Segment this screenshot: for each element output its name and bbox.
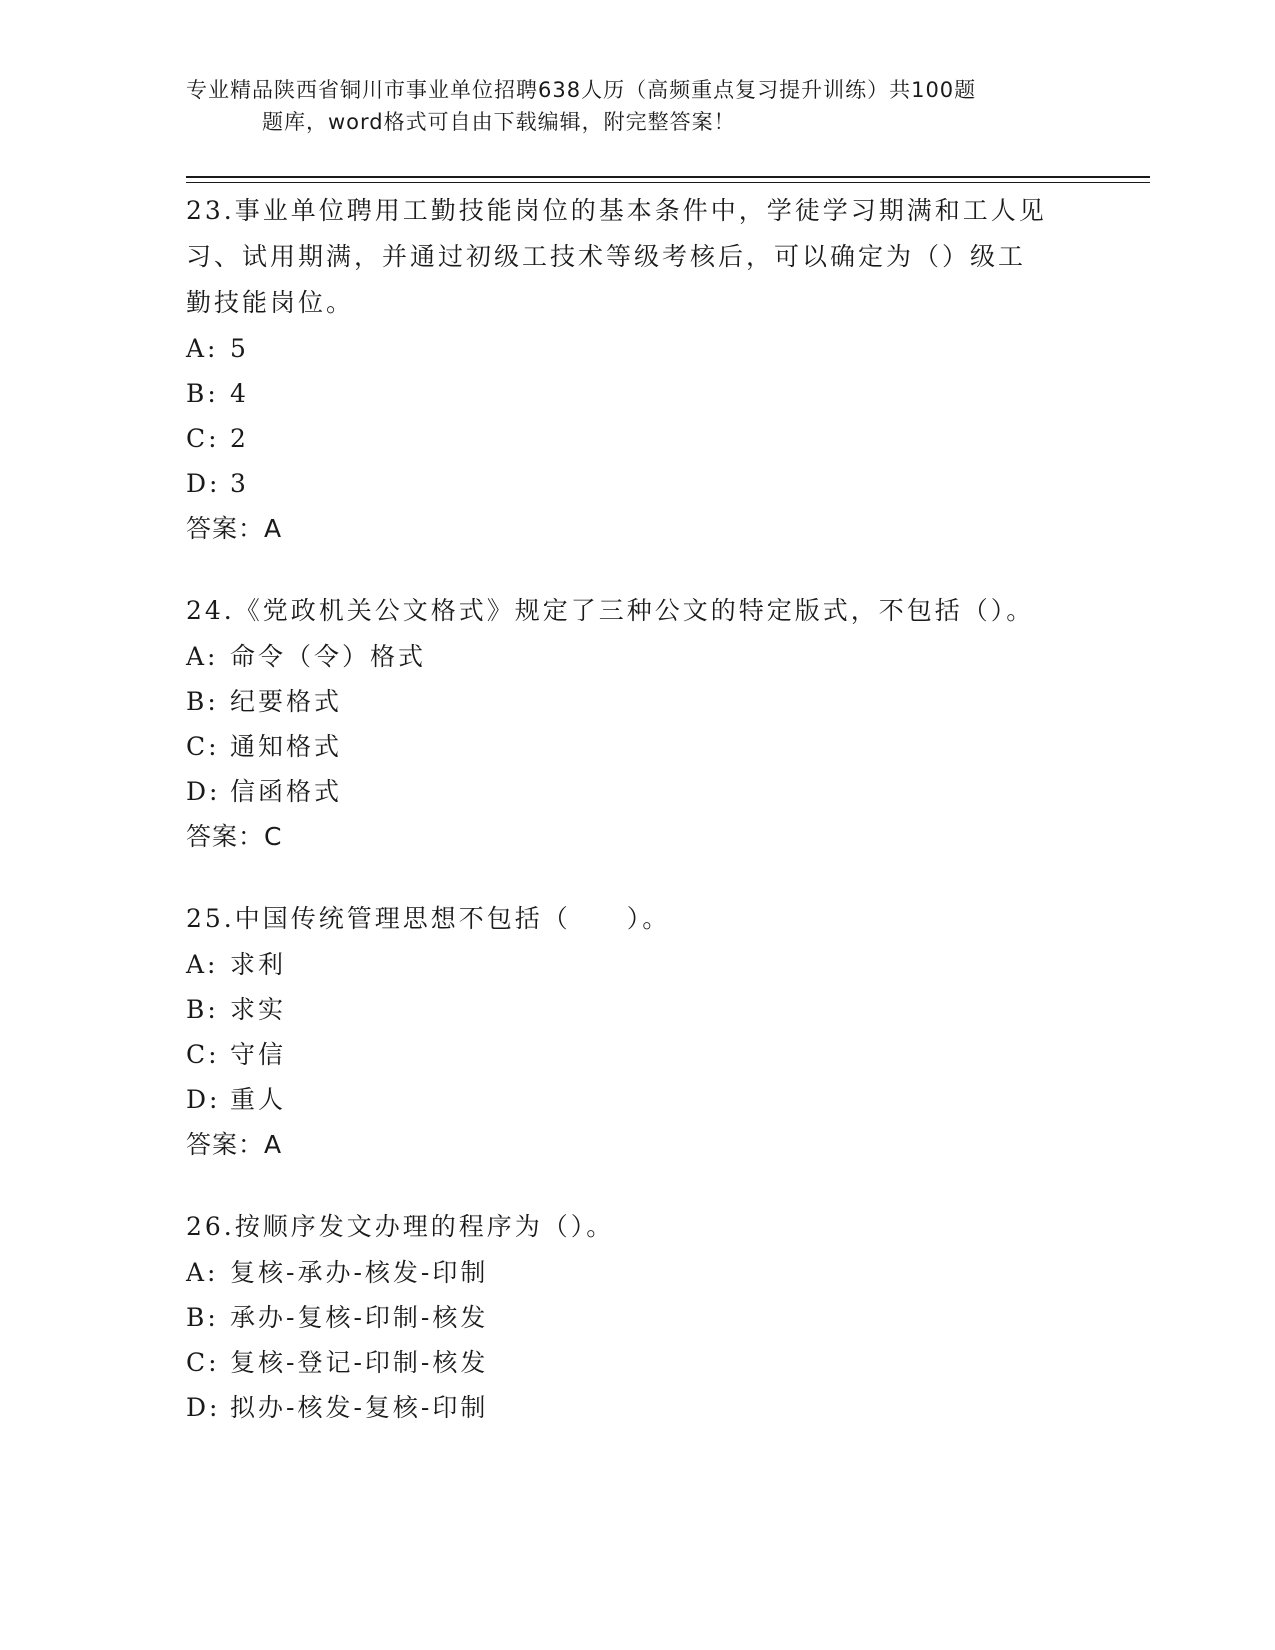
question-23 xyxy=(186,188,1076,552)
option-key: B: xyxy=(186,687,219,716)
question-stem xyxy=(186,896,1076,942)
question-stem xyxy=(186,188,1076,326)
question-25 xyxy=(186,896,1076,1168)
option-text: 求利 xyxy=(230,950,287,979)
question-26 xyxy=(186,1204,1076,1430)
option-key: A: xyxy=(186,642,219,671)
stem-line: 25.中国传统管理思想不包括（ ）。 xyxy=(186,904,671,933)
question-list xyxy=(186,188,1076,1466)
option-text: 通知格式 xyxy=(230,732,343,761)
stem-line: 勤技能岗位。 xyxy=(186,288,355,317)
option-key: C: xyxy=(186,1040,220,1069)
option-text: 纪要格式 xyxy=(230,687,343,716)
question-stem xyxy=(186,588,1076,634)
option-text: 4 xyxy=(230,379,249,408)
option-b xyxy=(186,371,1076,416)
question-24 xyxy=(186,588,1076,860)
option-key: B: xyxy=(186,1303,219,1332)
option-b xyxy=(186,679,1076,724)
option-a xyxy=(186,942,1076,987)
option-text: 复核-登记-印制-核发 xyxy=(230,1348,489,1377)
option-key: C: xyxy=(186,424,220,453)
option-a xyxy=(186,634,1076,679)
option-text: 拟办-核发-复核-印制 xyxy=(230,1393,489,1422)
option-c xyxy=(186,1032,1076,1077)
header-line-2: 题库，word格式可自由下载编辑，附完整答案！ xyxy=(262,110,736,134)
option-a xyxy=(186,326,1076,371)
option-c xyxy=(186,416,1076,461)
stem-line: 26.按顺序发文办理的程序为（）。 xyxy=(186,1212,615,1241)
option-text: 重人 xyxy=(230,1085,287,1114)
header-line-1: 专业精品陕西省铜川市事业单位招聘638人历（高频重点复习提升训练）共100题 xyxy=(186,78,977,102)
answer-line: 答案：A xyxy=(186,1130,283,1159)
option-key: A: xyxy=(186,950,219,979)
option-d xyxy=(186,769,1076,814)
option-d xyxy=(186,461,1076,506)
stem-line: 习、试用期满，并通过初级工技术等级考核后，可以确定为（）级工 xyxy=(186,242,1027,271)
option-text: 复核-承办-核发-印制 xyxy=(230,1258,489,1287)
option-a xyxy=(186,1250,1076,1295)
answer-line: 答案：C xyxy=(186,822,283,851)
option-d xyxy=(186,1385,1076,1430)
option-text: 求实 xyxy=(230,995,287,1024)
option-text: 守信 xyxy=(230,1040,287,1069)
stem-line: 24.《党政机关公文格式》规定了三种公文的特定版式，不包括（）。 xyxy=(186,596,1035,625)
option-key: A: xyxy=(186,1258,219,1287)
option-key: D: xyxy=(186,1085,221,1114)
stem-line: 23.事业单位聘用工勤技能岗位的基本条件中，学徒学习期满和工人见 xyxy=(186,196,1047,225)
option-key: B: xyxy=(186,379,219,408)
document-header xyxy=(186,74,1086,138)
question-stem xyxy=(186,1204,1076,1250)
option-key: C: xyxy=(186,1348,220,1377)
option-text: 信函格式 xyxy=(230,777,343,806)
option-text: 5 xyxy=(230,334,249,363)
option-key: C: xyxy=(186,732,220,761)
option-d xyxy=(186,1077,1076,1122)
option-b xyxy=(186,987,1076,1032)
answer-line: 答案：A xyxy=(186,514,283,543)
option-text: 命令（令）格式 xyxy=(230,642,427,671)
option-c xyxy=(186,1340,1076,1385)
option-key: A: xyxy=(186,334,219,363)
header-rule-thin xyxy=(186,182,1150,183)
option-text: 3 xyxy=(230,469,249,498)
option-key: D: xyxy=(186,1393,221,1422)
option-key: D: xyxy=(186,469,221,498)
header-rule-thick xyxy=(186,176,1150,178)
option-key: B: xyxy=(186,995,219,1024)
option-text: 2 xyxy=(230,424,249,453)
option-b xyxy=(186,1295,1076,1340)
option-c xyxy=(186,724,1076,769)
option-key: D: xyxy=(186,777,221,806)
option-text: 承办-复核-印制-核发 xyxy=(230,1303,489,1332)
